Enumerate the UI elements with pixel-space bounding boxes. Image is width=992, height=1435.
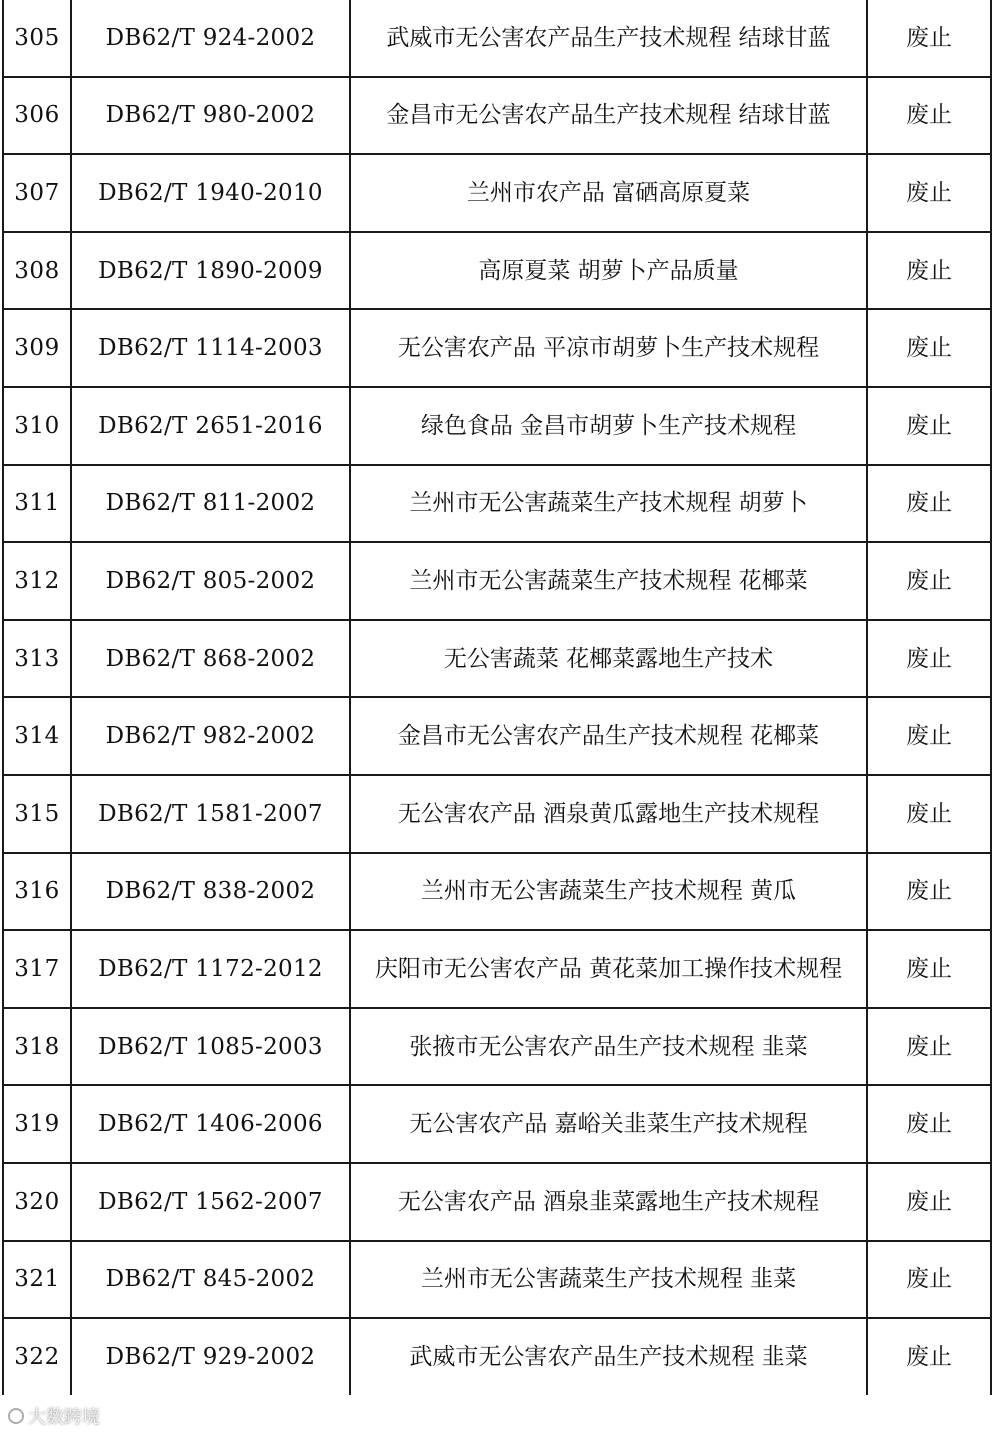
standard-title-cell: 无公害农产品 平凉市胡萝卜生产技术规程 bbox=[350, 309, 867, 387]
table-row bbox=[3, 465, 991, 543]
row-number-cell: 320 bbox=[3, 1163, 71, 1241]
standard-title-cell: 庆阳市无公害农产品 黄花菜加工操作技术规程 bbox=[350, 930, 867, 1008]
status-cell: 废止 bbox=[867, 1163, 991, 1241]
table-row bbox=[3, 620, 991, 698]
standard-title-cell: 高原夏菜 胡萝卜产品质量 bbox=[350, 232, 867, 310]
standard-title-cell: 兰州市农产品 富硒高原夏菜 bbox=[350, 154, 867, 232]
row-number-cell: 315 bbox=[3, 775, 71, 853]
row-number-cell: 307 bbox=[3, 154, 71, 232]
table-row bbox=[3, 853, 991, 931]
row-number-cell: 310 bbox=[3, 387, 71, 465]
standard-title-cell: 兰州市无公害蔬菜生产技术规程 胡萝卜 bbox=[350, 465, 867, 543]
status-cell: 废止 bbox=[867, 1008, 991, 1086]
standard-code-cell: DB62/T 838-2002 bbox=[71, 853, 350, 931]
row-number-cell: 318 bbox=[3, 1008, 71, 1086]
status-cell: 废止 bbox=[867, 77, 991, 155]
standard-code-cell: DB62/T 845-2002 bbox=[71, 1241, 350, 1319]
standard-title-cell: 无公害蔬菜 花椰菜露地生产技术 bbox=[350, 620, 867, 698]
status-cell: 废止 bbox=[867, 1241, 991, 1319]
table-row bbox=[3, 542, 991, 620]
row-number-cell: 308 bbox=[3, 232, 71, 310]
status-cell: 废止 bbox=[867, 309, 991, 387]
standards-table bbox=[2, 0, 992, 1395]
status-cell: 废止 bbox=[867, 697, 991, 775]
status-cell: 废止 bbox=[867, 620, 991, 698]
standard-title-cell: 无公害农产品 酒泉黄瓜露地生产技术规程 bbox=[350, 775, 867, 853]
standard-code-cell: DB62/T 924-2002 bbox=[71, 0, 350, 77]
standard-code-cell: DB62/T 868-2002 bbox=[71, 620, 350, 698]
row-number-cell: 313 bbox=[3, 620, 71, 698]
status-cell: 废止 bbox=[867, 542, 991, 620]
status-cell: 废止 bbox=[867, 0, 991, 77]
status-cell: 废止 bbox=[867, 853, 991, 931]
table-row bbox=[3, 775, 991, 853]
watermark-text: 大数跨境 bbox=[28, 1407, 100, 1427]
standard-title-cell: 兰州市无公害蔬菜生产技术规程 花椰菜 bbox=[350, 542, 867, 620]
row-number-cell: 314 bbox=[3, 697, 71, 775]
standard-code-cell: DB62/T 1172-2012 bbox=[71, 930, 350, 1008]
standard-code-cell: DB62/T 1114-2003 bbox=[71, 309, 350, 387]
standard-title-cell: 绿色食品 金昌市胡萝卜生产技术规程 bbox=[350, 387, 867, 465]
standard-title-cell: 无公害农产品 酒泉韭菜露地生产技术规程 bbox=[350, 1163, 867, 1241]
row-number-cell: 321 bbox=[3, 1241, 71, 1319]
row-number-cell: 306 bbox=[3, 77, 71, 155]
standard-code-cell: DB62/T 811-2002 bbox=[71, 465, 350, 543]
row-number-cell: 305 bbox=[3, 0, 71, 77]
row-number-cell: 312 bbox=[3, 542, 71, 620]
standard-code-cell: DB62/T 1562-2007 bbox=[71, 1163, 350, 1241]
standard-title-cell: 无公害农产品 嘉峪关韭菜生产技术规程 bbox=[350, 1085, 867, 1163]
table-row bbox=[3, 1085, 991, 1163]
standard-code-cell: DB62/T 805-2002 bbox=[71, 542, 350, 620]
standard-code-cell: DB62/T 1890-2009 bbox=[71, 232, 350, 310]
row-number-cell: 322 bbox=[3, 1318, 71, 1395]
table-row bbox=[3, 1318, 991, 1395]
standard-code-cell: DB62/T 980-2002 bbox=[71, 77, 350, 155]
table-row bbox=[3, 1163, 991, 1241]
standard-title-cell: 金昌市无公害农产品生产技术规程 花椰菜 bbox=[350, 697, 867, 775]
status-cell: 废止 bbox=[867, 930, 991, 1008]
table-row bbox=[3, 77, 991, 155]
row-number-cell: 317 bbox=[3, 930, 71, 1008]
standard-code-cell: DB62/T 2651-2016 bbox=[71, 387, 350, 465]
standard-code-cell: DB62/T 1940-2010 bbox=[71, 154, 350, 232]
row-number-cell: 309 bbox=[3, 309, 71, 387]
status-cell: 废止 bbox=[867, 232, 991, 310]
row-number-cell: 311 bbox=[3, 465, 71, 543]
table-body bbox=[3, 0, 991, 1395]
table-row bbox=[3, 387, 991, 465]
standard-code-cell: DB62/T 929-2002 bbox=[71, 1318, 350, 1395]
status-cell: 废止 bbox=[867, 387, 991, 465]
standard-code-cell: DB62/T 1085-2003 bbox=[71, 1008, 350, 1086]
table-row bbox=[3, 1241, 991, 1319]
standard-title-cell: 金昌市无公害农产品生产技术规程 结球甘蓝 bbox=[350, 77, 867, 155]
table-row bbox=[3, 697, 991, 775]
table-row bbox=[3, 0, 991, 77]
row-number-cell: 316 bbox=[3, 853, 71, 931]
status-cell: 废止 bbox=[867, 1318, 991, 1395]
status-cell: 废止 bbox=[867, 465, 991, 543]
standard-title-cell: 兰州市无公害蔬菜生产技术规程 黄瓜 bbox=[350, 853, 867, 931]
standard-title-cell: 张掖市无公害农产品生产技术规程 韭菜 bbox=[350, 1008, 867, 1086]
table-row bbox=[3, 154, 991, 232]
table-row bbox=[3, 232, 991, 310]
row-number-cell: 319 bbox=[3, 1085, 71, 1163]
status-cell: 废止 bbox=[867, 1085, 991, 1163]
standard-code-cell: DB62/T 1581-2007 bbox=[71, 775, 350, 853]
watermark bbox=[8, 1403, 100, 1429]
status-cell: 废止 bbox=[867, 775, 991, 853]
standard-title-cell: 武威市无公害农产品生产技术规程 韭菜 bbox=[350, 1318, 867, 1395]
table-row bbox=[3, 930, 991, 1008]
standard-title-cell: 武威市无公害农产品生产技术规程 结球甘蓝 bbox=[350, 0, 867, 77]
watermark-logo-icon bbox=[8, 1408, 24, 1424]
standard-code-cell: DB62/T 982-2002 bbox=[71, 697, 350, 775]
status-cell: 废止 bbox=[867, 154, 991, 232]
table-row bbox=[3, 1008, 991, 1086]
standard-title-cell: 兰州市无公害蔬菜生产技术规程 韭菜 bbox=[350, 1241, 867, 1319]
standard-code-cell: DB62/T 1406-2006 bbox=[71, 1085, 350, 1163]
table-row bbox=[3, 309, 991, 387]
